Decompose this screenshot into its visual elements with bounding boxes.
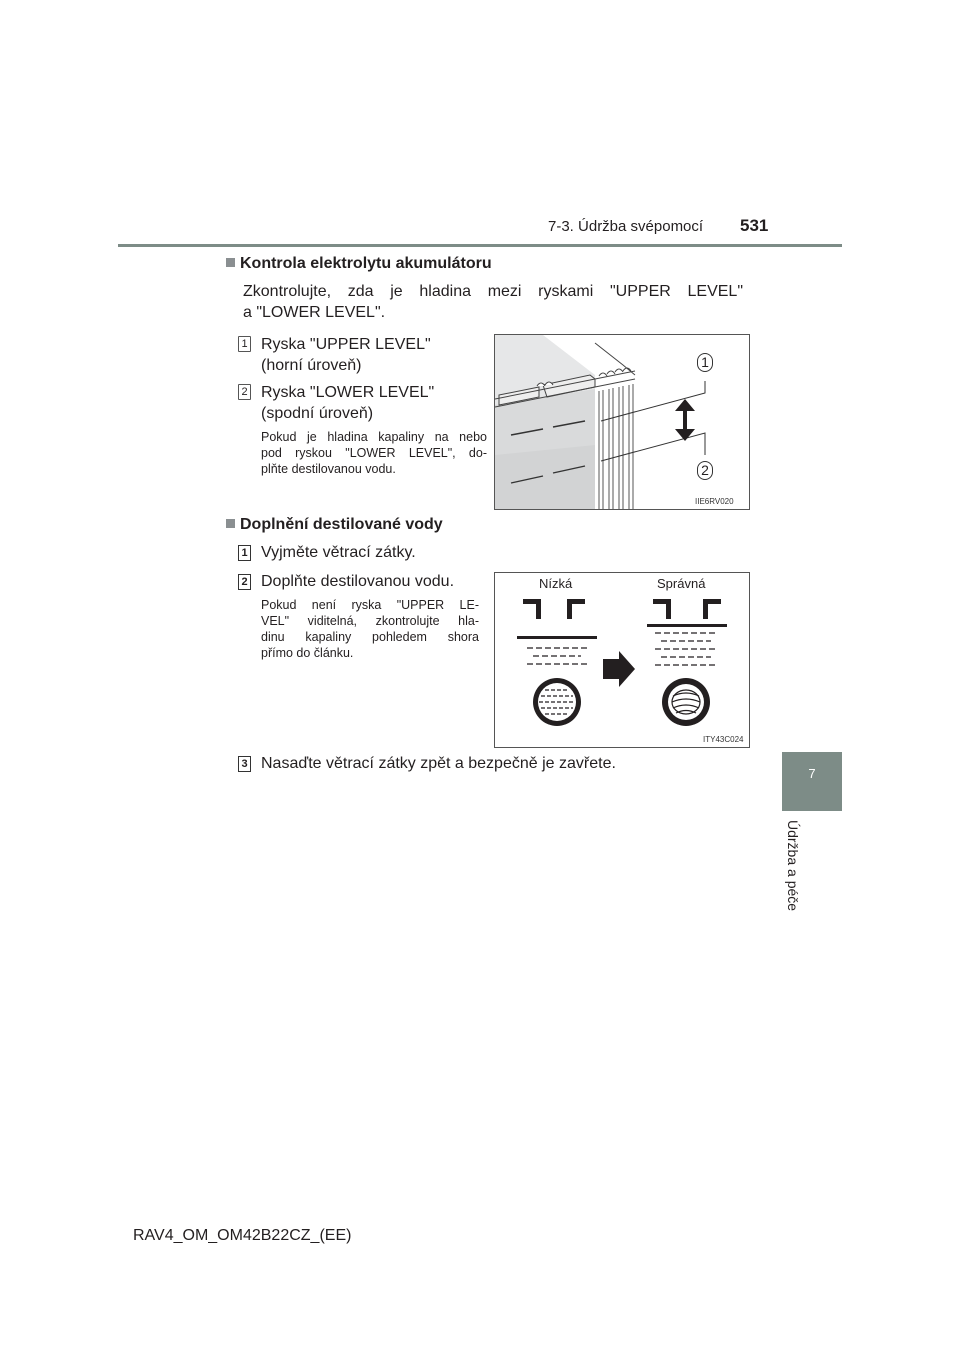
- chapter-side-label: [774, 820, 810, 916]
- item-number-2: 2: [238, 384, 251, 400]
- note2-line-4: přímo do článku.: [261, 646, 354, 660]
- note1-line-3: plňte destilovanou vodu.: [261, 462, 396, 476]
- square-bullet-icon: [226, 519, 235, 528]
- chapter-tab-number: 7: [808, 766, 816, 781]
- note1-line-1: Pokud je hladina kapaliny na nebo: [261, 430, 487, 444]
- section-title-electrolyte: [226, 255, 492, 273]
- chapter-tab: [782, 752, 842, 811]
- step-number-3: 3: [238, 756, 251, 772]
- item-1-line-2: (horní úroveň): [261, 357, 362, 374]
- step-1-text: Vyjměte větrací zátky.: [261, 544, 416, 561]
- header-section-title: 7-3. Údržba svépomocí: [548, 218, 704, 235]
- page-number: 531: [740, 216, 769, 235]
- chapter-side-label-text: Údržba a péče: [785, 820, 801, 912]
- battery-level-figure: [494, 334, 750, 510]
- step-number-2: 2: [238, 574, 251, 590]
- figure-code-2: ITY43C024: [703, 735, 744, 744]
- note2-line-1: Pokud není ryska "UPPER LE-: [261, 598, 479, 612]
- intro-line-1: Zkontrolujte, zda je hladina mezi ryskami "UPPER LEVEL": [243, 283, 743, 300]
- item-2-line-2: (spodní úroveň): [261, 405, 374, 422]
- note2-line-2: VEL" viditelná, zkontrolujte hla-: [261, 614, 479, 628]
- note1-line-2: pod ryskou "LOWER LEVEL", do-: [261, 446, 487, 460]
- item-number-1: 1: [238, 336, 251, 352]
- section-title-electrolyte-text: Kontrola elektrolytu akumulátoru: [240, 255, 492, 272]
- footer-document-code: RAV4_OM_OM42B22CZ_(EE): [133, 1227, 352, 1244]
- item-1-line-1: Ryska "UPPER LEVEL": [261, 336, 431, 353]
- water-level-figure: [494, 572, 750, 748]
- item-2-line-1: Ryska "LOWER LEVEL": [261, 384, 435, 401]
- label-low: Nízká: [539, 576, 573, 591]
- step-number-1: 1: [238, 545, 251, 561]
- note2-line-3: dinu kapaliny pohledem shora: [261, 630, 479, 644]
- figure-code-1: IIE6RV020: [695, 497, 734, 506]
- intro-line-2: a "LOWER LEVEL".: [243, 304, 386, 321]
- label-correct: Správná: [657, 576, 706, 591]
- square-bullet-icon: [226, 258, 235, 267]
- section-title-distilled-water: [226, 516, 443, 534]
- section-title-distilled-water-text: Doplnění destilované vody: [240, 516, 443, 533]
- water-level-illustration: [495, 573, 749, 747]
- callout-2: 2: [697, 461, 713, 480]
- step-2-text: Doplňte destilovanou vodu.: [261, 573, 455, 590]
- header-rule: [118, 244, 842, 247]
- callout-1: 1: [697, 353, 713, 372]
- step-3-text: Nasaďte větrací zátky zpět a bezpečně je zavřete.: [261, 755, 616, 772]
